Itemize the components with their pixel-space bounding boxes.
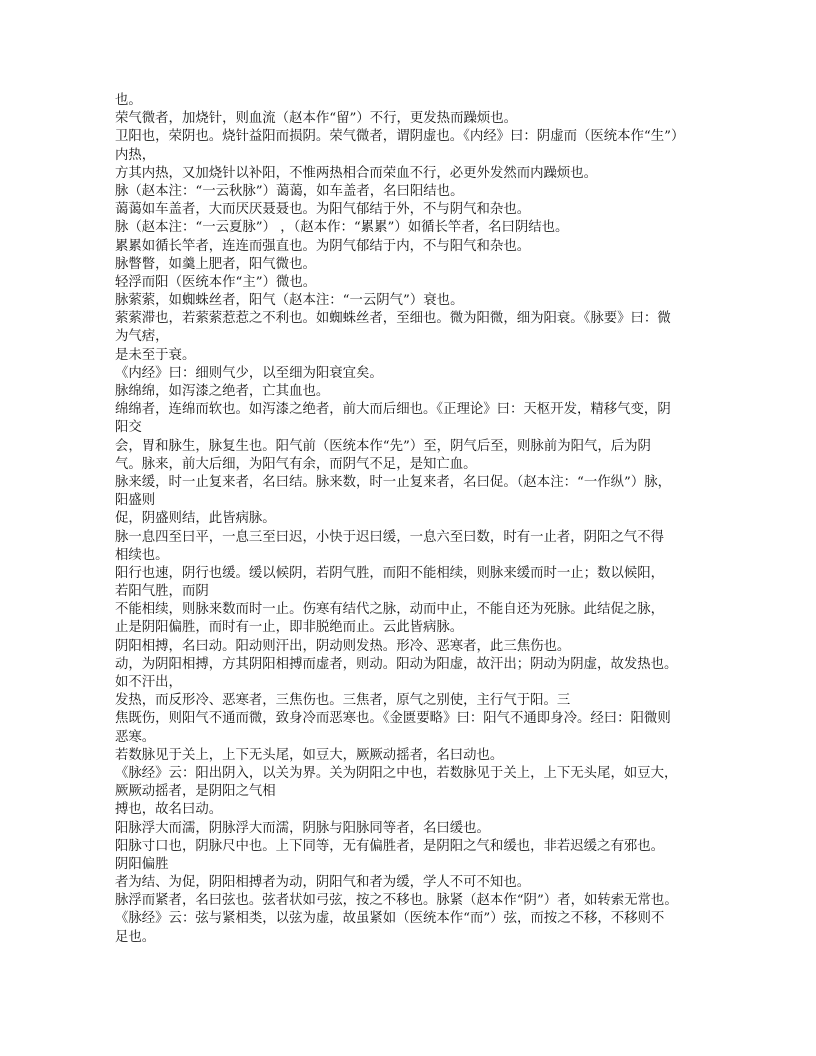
text-line: 不能相续，则脉来数而时一止。伤寒有结代之脉，动而中止，不能自还为死脉。此结促之脉，: [115, 602, 665, 618]
text-line: 也。: [115, 93, 142, 108]
text-line: 是未至于衰。: [115, 347, 196, 363]
text-line: 方其内热，又加烧针以补阳，不惟两热相合而荣血不行，必更外发然而内躁烦也。: [115, 165, 598, 181]
text-line: 发热，而反形冷、恶寒者，三焦伤也。三焦者，原气之别使，主行气于阳。三: [115, 693, 571, 709]
text-line: 阳脉寸口也，阴脉尺中也。上下同等，无有偏胜者，是阴阳之气和缓也，非若迟缓之有邪也。: [115, 838, 665, 854]
text-line: 脉（赵本注：“一云夏脉”） ，（赵本作：“累累”）如循长竿者，名曰阴结也。: [115, 220, 569, 236]
text-line: 厥厥动摇者，是阴阳之气相: [115, 784, 276, 800]
text-line: 绵绵者，连绵而软也。如泻漆之绝者，前大而后细也。《正理论》曰：天枢开发，精移气变，阴: [115, 402, 671, 418]
text-line: 萦萦滞也，若萦萦惹惹之不利也。如蜘蛛丝者，至细也。微为阳微，细为阳衰。《脉要》曰：微: [115, 311, 671, 327]
text-line: 阳交: [115, 420, 142, 436]
text-line: 阳脉浮大而濡，阴脉浮大而濡，阴脉与阳脉同等者，名曰缓也。: [115, 820, 490, 836]
text-line: 内热，: [115, 147, 156, 163]
text-line: 气。脉来，前大后细，为阳气有余，而阴气不足，是知亡血。: [115, 456, 477, 472]
text-line: 阳行也速，阴行也缓。缓以候阴，若阴气胜，而阳不能相续，则脉来缓而时一止；数以候阳，: [115, 565, 665, 581]
text-line: 会，胃和脉生，脉复生也。阳气前（医统本作“先”）至，阴气后至，则脉前为阳气，后为阴: [115, 438, 651, 454]
text-line: 脉一息四至曰平，一息三至曰迟，小快于迟曰缓，一息六至曰数，时有一止者，阴阳之气不得: [115, 529, 665, 545]
text-line: 脉萦萦，如蜘蛛丝者，阳气（赵本注：“一云阴气”）衰也。: [115, 293, 464, 309]
text-line: 脉（赵本注：“一云秋脉”）蔼蔼，如车盖者，名曰阳结也。: [115, 183, 464, 199]
text-line: 恶寒。: [115, 729, 156, 745]
text-line: 轻浮而阳（医统本作“主”）微也。: [115, 274, 317, 290]
text-line: 阴阳相搏，名曰动。阳动则汗出，阴动则发热。形冷、恶寒者，此三焦伤也。: [115, 638, 571, 654]
text-line: 促，阴盛则结，此皆病脉。: [115, 511, 276, 527]
text-line: 如不汗出，: [115, 675, 182, 690]
text-line: 脉浮而紧者，名曰弦也。弦者状如弓弦，按之不移也。脉紧（赵本作“阴”）者，如转索无常也。: [115, 893, 678, 909]
text-line: 《内经》曰：细则气少，以至细为阳衰宜矣。: [115, 365, 383, 381]
text-line: 为气痞，: [115, 329, 169, 345]
text-line: 动，为阴阳相搏，方其阴阳相搏而虚者，则动。阳动为阳虚，故汗出；阴动为阴虚，故发热也。: [115, 656, 678, 672]
text-line: 阳盛则: [115, 493, 156, 509]
text-line: 累累如循长竿者，连连而强直也。为阴气郁结于内，不与阳气和杂也。: [115, 238, 531, 254]
text-line: 者为结、为促，阴阳相搏者为动，阴阳气和者为缓，学人不可不知也。: [115, 875, 531, 891]
text-line: 《脉经》云：阳出阴入，以关为界。关为阴阳之中也，若数脉见于关上，上下无头尾，如豆大，: [115, 765, 678, 781]
text-line: 脉来缓，时一止复来者，名曰结。脉来数，时一止复来者，名曰促。（赵本注：“一作纵”）脉，: [115, 474, 672, 490]
document-text-block: [115, 92, 715, 947]
text-line: 荣气微者，加烧针，则血流（赵本作“留”）不行，更发热而躁烦也。: [115, 111, 518, 127]
text-line: 《脉经》云：弦与紧相类，以弦为虚，故虽紧如（医统本作“而”）弦，而按之不移，不移则不: [115, 911, 665, 927]
text-line: 相续也。: [115, 547, 169, 563]
text-line: 阴阳偏胜: [115, 856, 169, 872]
text-line: 若数脉见于关上，上下无头尾，如豆大，厥厥动摇者，名曰动也。: [115, 747, 504, 763]
text-line: 蔼蔼如车盖者，大而厌厌聂聂也。为阳气郁结于外，不与阴气和杂也。: [115, 202, 531, 218]
text-line: 脉绵绵，如泻漆之绝者，亡其血也。: [115, 384, 330, 399]
text-line: 止是阴阳偏胜，而时有一止，即非脱绝而止。云此皆病脉。: [115, 620, 464, 636]
text-line: 焦既伤，则阳气不通而微，致身冷而恶寒也。《金匮要略》曰：阳气不通即身冷。经曰：阳微则: [115, 711, 671, 727]
text-line: 足也。: [115, 929, 156, 945]
text-line: 若阳气胜，而阴: [115, 584, 209, 600]
text-line: 搏也，故名曰动。: [115, 802, 223, 818]
text-line: 卫阳也，荣阴也。烧针益阳而损阴。荣气微者，谓阴虚也。《内经》曰：阴虚而（医统本作“生”）: [115, 129, 685, 145]
text-line: 脉瞥瞥，如羹上肥者，阳气微也。: [115, 256, 316, 272]
